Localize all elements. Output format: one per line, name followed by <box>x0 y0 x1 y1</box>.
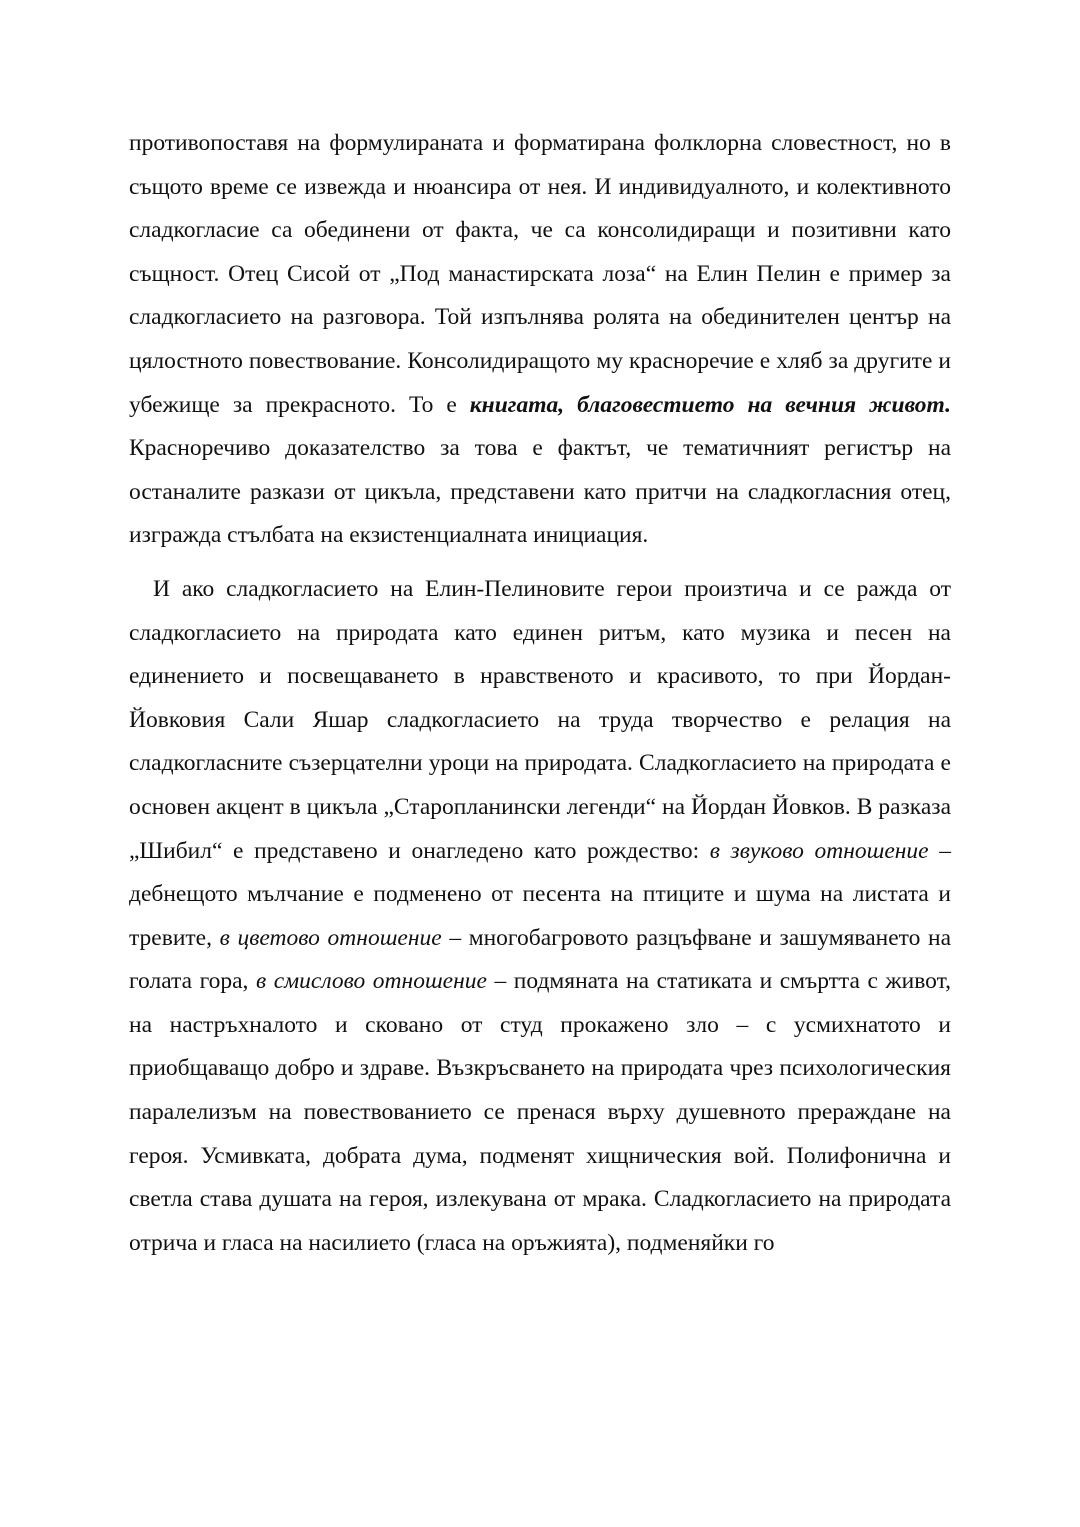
paragraph-1-text-a: противопоставя на формулираната и форматирана фолклорна словестност, но в същото време се извежда и нюансира от нея. И индивидуалното, и колективното сладкогласие са обединени от факта, че са консолидиращи и позитивни като същност. Отец Сисой от „Под манастирската лоза“ на Елин Пелин е пример за сладкогласието на разговора. Той изпълнява ролята на обединителен център на цялостното повествование. Консолидиращото му красноречие е хляб за другите и убежище за прекрасното. То е <box>129 130 951 418</box>
paragraph-2 <box>129 568 951 1266</box>
paragraph-1 <box>129 122 951 558</box>
document-page <box>129 122 951 1265</box>
paragraph-2-text-b: – дебнещото мълчание е подменено от песента на птиците и шума на листата и тревите, <box>129 837 952 951</box>
paragraph-2-italic-sound: в звуково отношение <box>709 837 929 864</box>
paragraph-2-text-a: И ако сладкогласието на Елин-Пелиновите герои произтича и се ражда от сладкогласието на природата като единен ритъм, като музика и песен на единението и посвещаването в нравственото и красивото, то при Йордан-Йовковия Сали Яшар сладкогласието на труда творчество е релация на сладкогласните съзерцателни уроци на природата. Сладкогласието на природата е основен акцент в цикъла „Старопланински легенди“ на Йордан Йовков. В разказа „Шибил“ е представено и онагледено като рождество: <box>129 575 951 864</box>
paragraph-1-text-b: Красноречиво доказателство за това е фактът, че тематичният регистър на останалите разкази от цикъла, представени като притчи на сладкогласния отец, изгражда стълбата на екзистенциалната инициация. <box>129 435 951 549</box>
paragraph-2-italic-meaning: в смислово отношение <box>255 968 487 995</box>
paragraph-1-emphasis: книгата, благовестието на вечния живот. <box>469 391 951 418</box>
paragraph-2-text-c: – многобагровото разцъфване и зашумяването на голата гора, <box>129 924 952 995</box>
paragraph-2-text-d: – подмяната на статиката и смъртта с живот, на настръхналото и сковано от студ прокажено зло – с усмихнатото и приобщаващо добро и здраве. Възкръсването на природата чрез психологическия паралелизъм на повествованието се пренася върху душевното прераждане на героя. Усмивката, добрата дума, подменят хищническия вой. Полифонична и светла става душата на героя, излекувана от мрака. Сладкогласието на природата отрича и гласа на насилието (гласа на оръжията), подменяйки го <box>129 968 951 1256</box>
paragraph-2-italic-color: в цветово отношение <box>219 924 442 951</box>
